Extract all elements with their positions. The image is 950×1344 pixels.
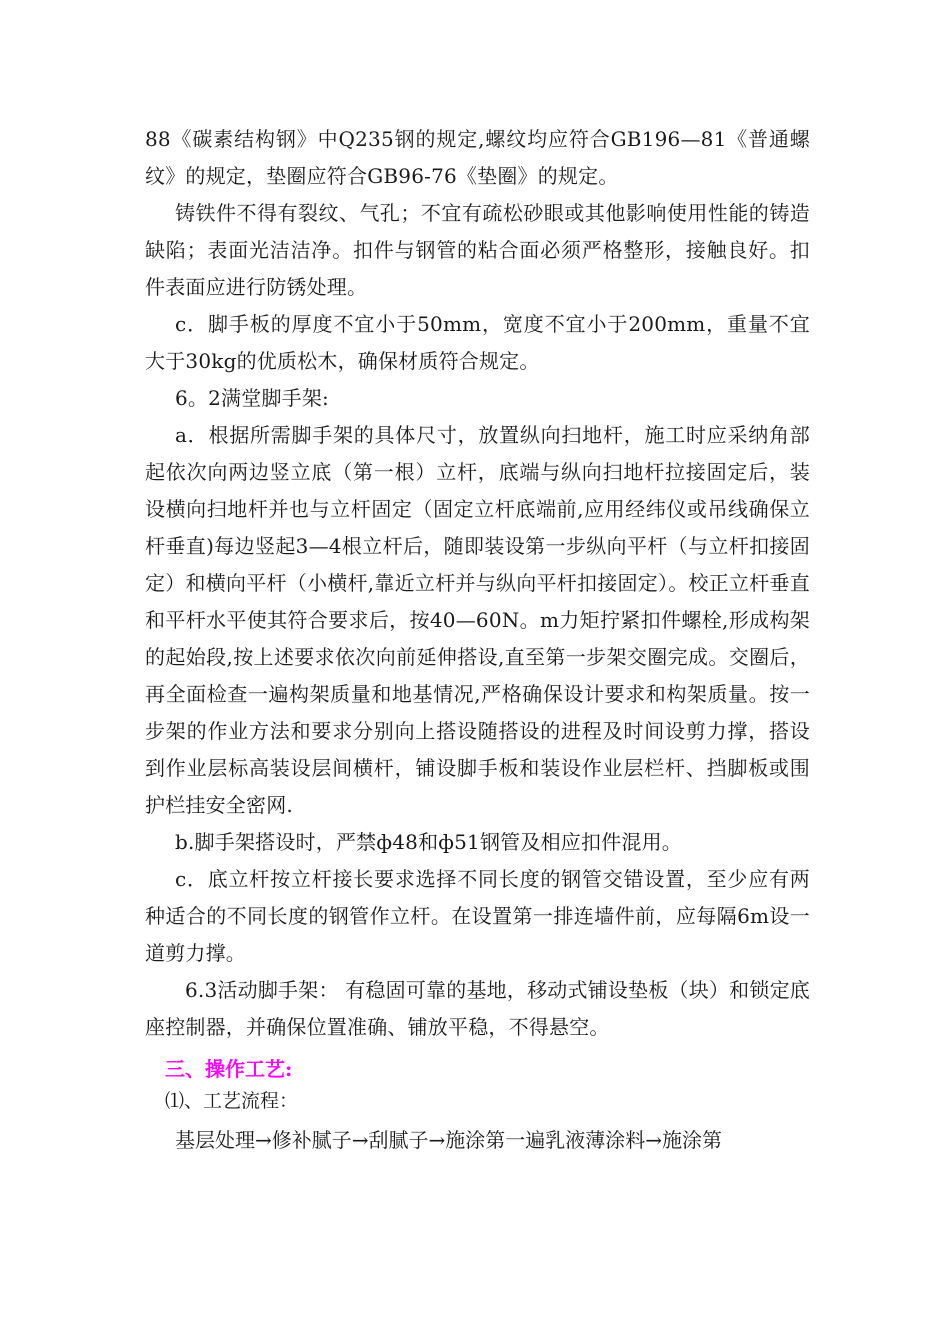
section-heading: 三、操作工艺: bbox=[165, 1057, 293, 1081]
paragraph-erection-steps: a．根据所需脚手架的具体尺寸，放置纵向扫地杆，施工时应采纳角部起依次向两边竖立底（第一根）立杆，底端与纵向扫地杆拉接固定后，装设横向扫地杆并也与立杆固定（固定立杆底端前,应用经纬仪或吊线确保立杆垂直)每边竖起3—4根立杆后，随即装设第一步纵向平杆（与立杆扣接固定）和横向平杆（小横杆,靠近立杆并与纵向平杆扣接固定）。校正立杆垂直和平杆水平使其符合要求后，按40—60N。m力矩拧紧扣件螺栓,形成构架的起始段,按上述要求依次向前延伸搭设,直至第一步架交圈完成。交圈后，再全面检查一遍构架质量和地基情况,严格确保设计要求和构架质量。按一步架的作业方法和要求分别向上搭设随搭设的进程及时间设剪力撑，搭设到作业层标高装设层间横杆，铺设脚手板和装设作业层栏杆、挡脚板或围护栏挂安全密网. bbox=[145, 423, 810, 817]
paragraph-scaffold-board: c．脚手板的厚度不宜小于50mm，宽度不宜小于200mm，重量不宜大于30kg的优质松木，确保材质符合规定。 bbox=[145, 312, 810, 373]
paragraph-mobile-scaffold: 6.3活动脚手架： 有稳固可靠的基地，移动式铺设垫板（块）和锁定底座控制器，并确保位置准确、铺放平稳，不得悬空。 bbox=[145, 978, 810, 1039]
document-page bbox=[145, 121, 810, 1159]
paragraph-pipe-mixing: b.脚手架搭设时，严禁ф48和ф51钢管及相应扣件混用。 bbox=[175, 830, 682, 854]
paragraph-steel-standards: 88《碳素结构钢》中Q235钢的规定,螺纹均应符合GB196—81《普通螺纹》的规定，垫圈应符合GB96-76《垫圈》的规定。 bbox=[145, 127, 810, 188]
sub-heading-process-flow: ⑴、工艺流程： bbox=[165, 1090, 299, 1112]
paragraph-cast-iron: 铸铁件不得有裂纹、气孔；不宜有疏松砂眼或其他影响使用性能的铸造缺陷；表面光洁洁净。扣件与钢管的粘合面必须严格整形，接触良好。扣件表面应进行防锈处理。 bbox=[145, 201, 810, 299]
paragraph-standard-lengths: c．底立杆按立杆接长要求选择不同长度的钢管交错设置，至少应有两种适合的不同长度的钢管作立杆。在设置第一排连墙件前，应每隔6m设一道剪力撑。 bbox=[145, 867, 810, 965]
paragraph-full-scaffold-title: 6。2满堂脚手架: bbox=[175, 386, 329, 410]
process-flow-text: 基层处理→修补腻子→刮腻子→施涂第一遍乳液薄涂料→施涂第 bbox=[175, 1128, 723, 1152]
